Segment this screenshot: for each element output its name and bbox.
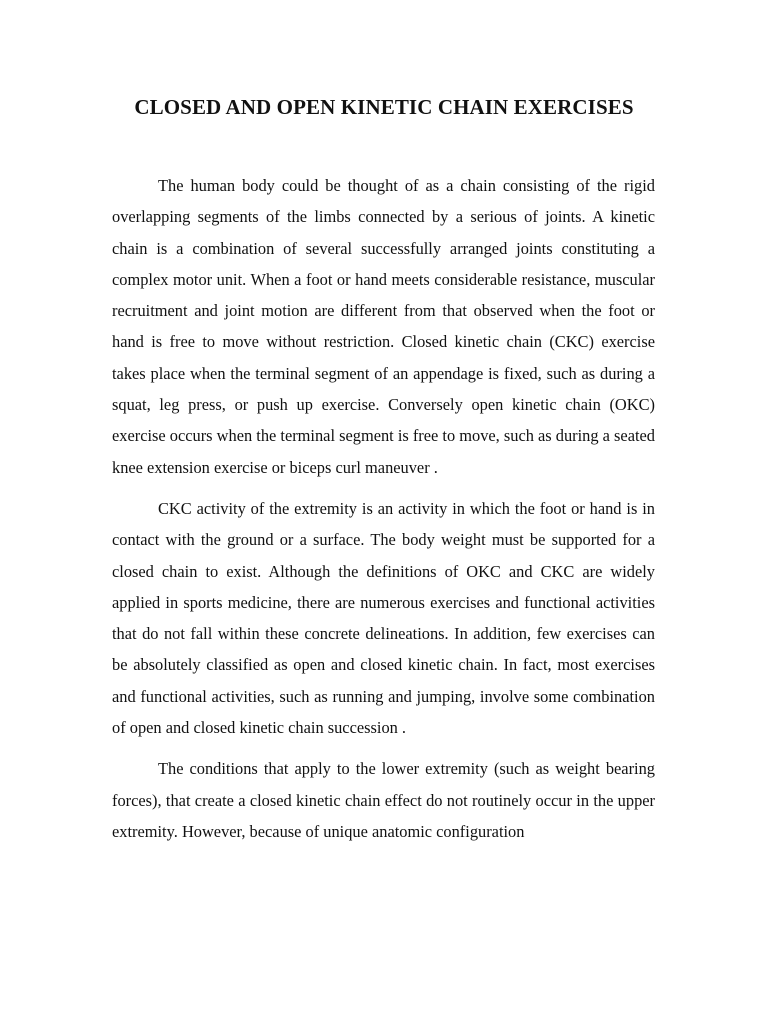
paragraph-2: CKC activity of the extremity is an activity in which the foot or hand is in contact with the ground or a surface. The body weight must be supported for a closed chain to exist. Although the definitions of OKC and CKC are widely applied in sports medicine, there are numerous exercises and functional activities that do not fall within these concrete delineations. In addition, few exercises can be absolutely classified as open and closed kinetic chain. In fact, most exercises and functional activities, such as running and jumping, involve some combination of open and closed kinetic chain succession .	[112, 498, 655, 738]
document-body	[112, 170, 655, 857]
paragraph-3: The conditions that apply to the lower extremity (such as weight bearing forces), that create a closed kinetic chain effect do not routinely occur in the upper extremity. However, because of unique anatomic configuration	[112, 759, 655, 841]
page-title: CLOSED AND OPEN KINETIC CHAIN EXERCISES	[134, 95, 634, 119]
paragraph-1: The human body could be thought of as a chain consisting of the rigid overlapping segments of the limbs connected by a serious of joints. A kinetic chain is a combination of several successfully arranged joints constituting a complex motor unit. When a foot or hand meets considerable resistance, muscular recruitment and joint motion are different from that observed when the foot or hand is free to move without restriction. Closed kinetic chain (CKC) exercise takes place when the terminal segment of an appendage is fixed, such as during a squat, leg press, or push up exercise. Conversely open kinetic chain (OKC) exercise occurs when the terminal segment is free to move, such as during a seated knee extension exercise or biceps curl maneuver .	[112, 176, 655, 477]
